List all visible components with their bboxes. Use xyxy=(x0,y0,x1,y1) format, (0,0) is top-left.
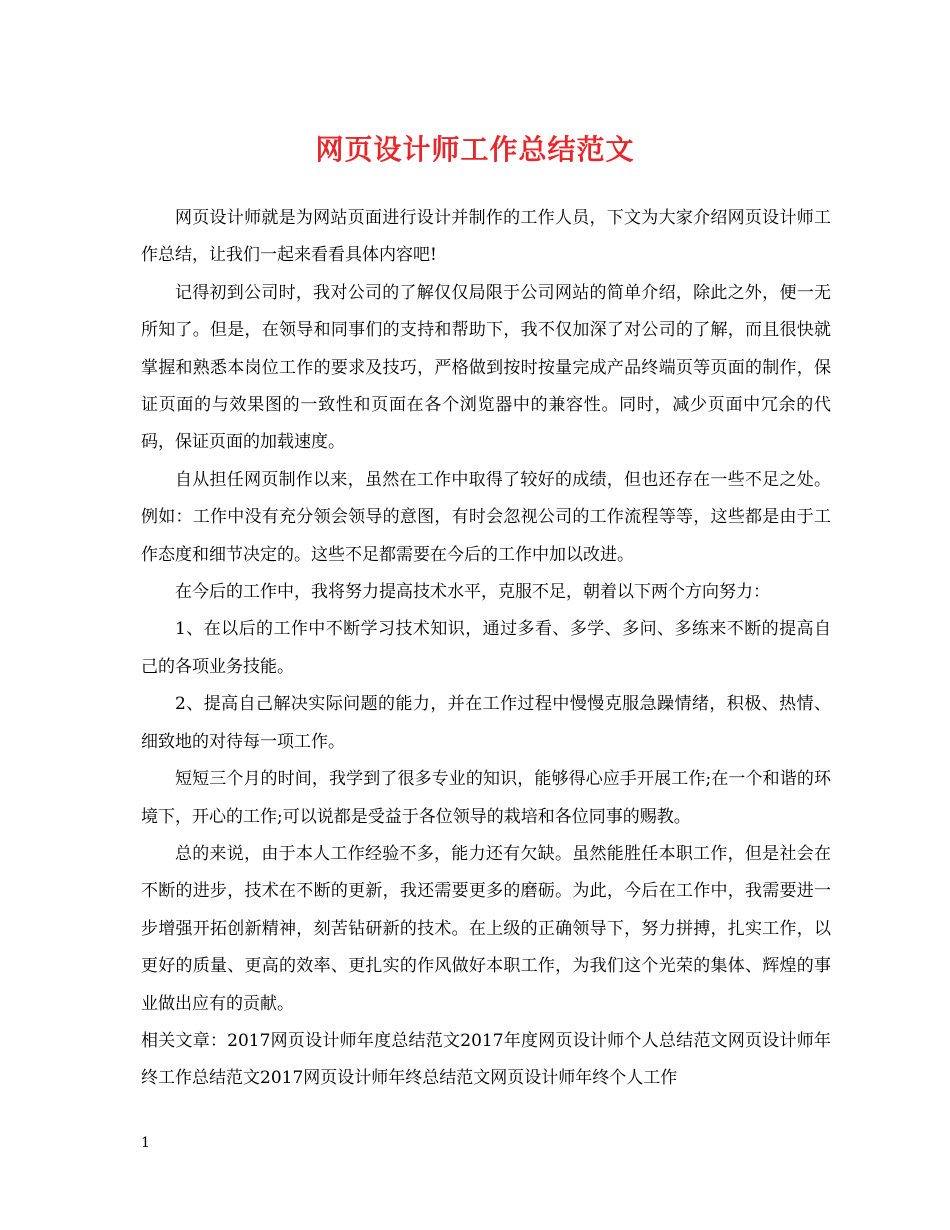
paragraph-direction-2: 2、提高自己解决实际问题的能力，并在工作过程中慢慢克服急躁情绪，积极、热情、细致地的对待每一项工作。 xyxy=(141,694,831,752)
paragraph-onboarding: 记得初到公司时，我对公司的了解仅仅局限于公司网站的简单介绍，除此之外，便一无所知了。但是，在领导和同事们的支持和帮助下，我不仅加深了对公司的了解，而且很快就掌握和熟悉本岗位工作的要求及技巧，严格做到按时按量完成产品终端页等页面的制作，保证页面的与效果图的一致性和页面在各个浏览器中的兼容性。同时，减少页面中冗余的代码，保证页面的加载速度。 xyxy=(141,282,831,453)
paragraph-direction-1: 1、在以后的工作中不断学习技术知识，通过多看、多学、多问、多练来不断的提高自己的各项业务技能。 xyxy=(141,619,831,677)
paragraph-shortcomings: 自从担任网页制作以来，虽然在工作中取得了较好的成绩，但也还存在一些不足之处。例如：工作中没有充分领会领导的意图，有时会忽视公司的工作流程等等，这些都是由于工作态度和细节决定的。这些不足都需要在今后的工作中加以改进。 xyxy=(141,469,831,565)
document-title: 网页设计师工作总结范文 xyxy=(315,133,635,166)
paragraph-intro: 网页设计师就是为网站页面进行设计并制作的工作人员，下文为大家介绍网页设计师工作总结，让我们一起来看看具体内容吧! xyxy=(141,208,831,266)
paragraph-directions: 在今后的工作中，我将努力提高技术水平，克服不足，朝着以下两个方向努力： xyxy=(175,582,770,603)
related-articles: 相关文章：2017网页设计师年度总结范文2017年度网页设计师个人总结范文网页设计师年终工作总结范文2017网页设计师年终总结范文网页设计师年终个人工作 xyxy=(141,1030,831,1089)
document-body xyxy=(141,200,831,1098)
paragraph-three-months: 短短三个月的时间，我学到了很多专业的知识，能够得心应手开展工作;在一个和谐的环境下，开心的工作;可以说都是受益于各位领导的栽培和各位同事的赐教。 xyxy=(141,769,831,827)
page-number: 1 xyxy=(141,1135,150,1151)
paragraph-conclusion: 总的来说，由于本人工作经验不多，能力还有欠缺。虽然能胜任本职工作，但是社会在不断的进步，技术在不断的更新，我还需要更多的磨砺。为此，今后在工作中，我需要进一步增强开拓创新精神，刻苦钻研新的技术。在上级的正确领导下，努力拼搏，扎实工作，以更好的质量、更高的效率、更扎实的作风做好本职工作，为我们这个光荣的集体、辉煌的事业做出应有的贡献。 xyxy=(141,843,831,1014)
